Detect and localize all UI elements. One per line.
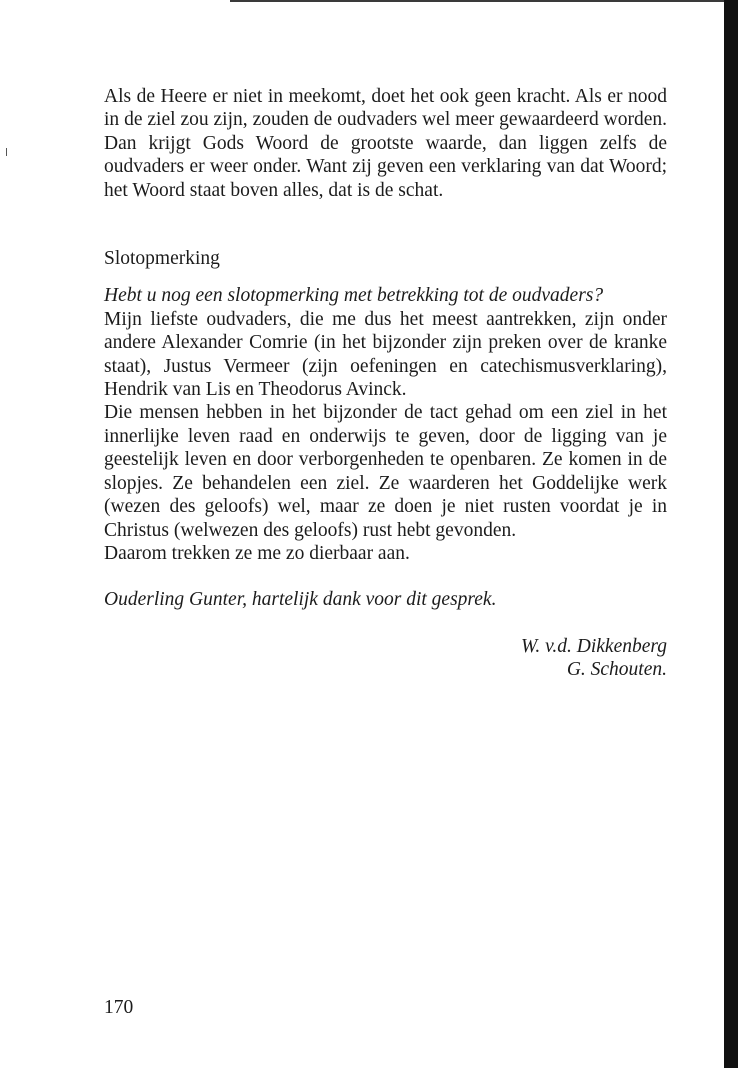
page-number: 170 [104, 997, 134, 1018]
page-text-column [104, 85, 667, 682]
interview-question: Hebt u nog een slotopmerking met betrekking tot de oudvaders? [104, 285, 604, 307]
margin-mark [6, 148, 7, 156]
intro-paragraph: Als de Heere er niet in meekomt, doet het ook geen kracht. Als er nood in de ziel zou zijn, zouden de oudvaders wel meer gewaardeerd worden. Dan krijgt Gods Woord de grootste waarde, dan liggen zelfs de oudvaders er weer onder. Want zij geven een verklaring van dat Woord; het Woord staat boven alles, dat is de schat. [104, 86, 667, 201]
signature-name: G. Schouten. [566, 659, 667, 681]
answer-paragraph-3: Daarom trekken ze me zo dierbaar aan. [104, 542, 410, 564]
scan-edge-bar [724, 0, 738, 1068]
answer-paragraph-2: Die mensen hebben in het bijzonder de tact gehad om een ziel in het innerlijke leven raad en onderwijs te geven, door de ligging van je geestelijk leven en door verborgenheden te openbaren. Ze komen in de slopjes. Ze behandelen een ziel. Ze waarderen het Goddelijke werk (wezen des geloofs) wel, maar ze doen je niet rusten voordat je in Christus (welwezen des geloofs) rust hebt gevonden. [104, 402, 667, 541]
section-heading: Slotopmerking [104, 248, 220, 270]
top-border-rule [230, 0, 738, 2]
signature-name: W. v.d. Dikkenberg [520, 635, 667, 657]
signature-block [104, 635, 667, 682]
answer-paragraph-1: Mijn liefste oudvaders, die me dus het meest aantrekken, zijn onder andere Alexander Comrie (in het bijzonder zijn preken over de kranke staat), Justus Vermeer (zijn oefeningen en catechismusverklaring), Hendrik van Lis en Theodorus Avinck. [104, 308, 667, 401]
closing-thanks: Ouderling Gunter, hartelijk dank voor dit gesprek. [104, 589, 497, 611]
